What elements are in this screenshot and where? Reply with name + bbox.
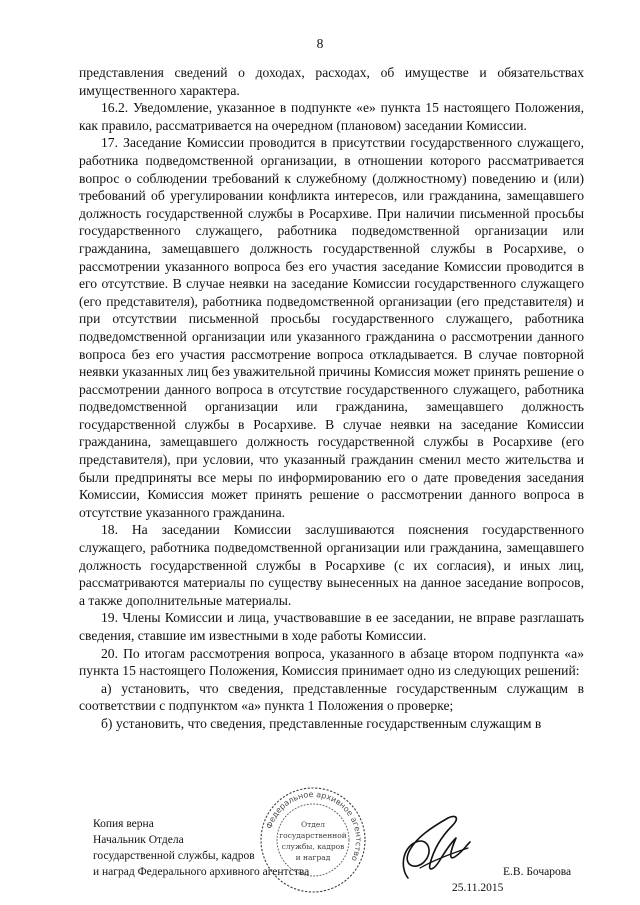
stamp-line-4: и наград xyxy=(295,853,331,862)
paragraph-18: 18. На заседании Комиссии заслушиваются пояснения государственного служащего, работника подведомственной организации или гражданина, замещавшего должность государственной службы в Росархиве (с их согласия), и иных лиц, рассматриваются материалы по существу вынесенных на данное заседание вопросов, а также дополнительные материалы. xyxy=(79,522,584,608)
position-line-2: государственной службы, кадров xyxy=(93,850,255,862)
paragraph-20-b: б) установить, что сведения, представленные государственным служащим в xyxy=(101,715,542,731)
stamp-ring-text: Федеральное архивное агентство xyxy=(264,789,364,863)
paragraph-16-2: 16.2. Уведомление, указанное в подпункте «е» пункта 15 настоящего Положения, как правило, рассматривается на очередном (плановом) заседании Комиссии. xyxy=(79,100,584,133)
certification-date: 25.11.2015 xyxy=(452,882,504,894)
page-number: 8 xyxy=(316,36,324,51)
handwritten-signature xyxy=(390,808,480,888)
paragraph-continuation: представления сведений о доходах, расходах, об имуществе и обязательствах имущественного характера. xyxy=(79,65,584,98)
stamp-line-2: государственной xyxy=(279,831,347,840)
paragraph-17: 17. Заседание Комиссии проводится в присутствии государственного служащего, работника подведомственной организации, в отношении которого рассматривается вопрос о соблюдении требований к служебному (должностному) поведению и (или) требований об урегулировании конфликта интересов, или гражданина, замещавшего должность государственной службы в Росархиве. При наличии письменной просьбы государственного служащего, работника подведомственной организации или гражданина, замещавшего должность государственной службы в Росархиве, о рассмотрении указанного вопроса без его участия заседание Комиссии проводится в его отсутствие. В случае неявки на заседание Комиссии государственного служащего (его представителя), работника подведомственной организации (его представителя) и при отсутствии письменной просьбы государственного служащего, работника подведомственной организации или указанного гражданина о рассмотрении данного вопроса без его участия рассмотрение вопроса откладывается. В случае повторной неявки указанных лиц без уважительной причины Комиссия может принять решение о рассмотрении данного вопроса в отсутствие государственного служащего, работника подведомственной организации или гражданина, замещавшего должность государственной службы в Росархиве. В случае неявки на заседание Комиссии гражданина, замещавшего должность государственной службы в Росархиве (его представителя), при условии, что указанный гражданин сменил место жительства и были предприняты все меры по информированию его о дате проведения заседания Комиссии, Комиссия может принять решение о рассмотрении данного вопроса в отсутствие указанного гражданина. xyxy=(79,135,584,520)
paragraph-19: 19. Члены Комиссии и лица, участвовавшие в ее заседании, не вправе разглашать сведения, ставшие им известными в ходе работы Комиссии. xyxy=(79,610,584,643)
copy-label: Копия верна xyxy=(93,818,154,830)
official-stamp xyxy=(258,785,368,895)
position-line-3: и наград Федерального архивного агентства xyxy=(93,866,310,878)
document-body xyxy=(79,64,584,733)
stamp-line-3: службы, кадров xyxy=(281,842,345,851)
stamp-line-1: Отдел xyxy=(300,820,326,829)
paragraph-20: 20. По итогам рассмотрения вопроса, указанного в абзаце втором подпункта «а» пункта 15 настоящего Положения, Комиссия принимает одно из следующих решений: xyxy=(79,645,584,679)
signatory-name: Е.В. Бочарова xyxy=(503,866,572,878)
position-line-1: Начальник Отдела xyxy=(93,834,184,846)
paragraph-20-a: а) установить, что сведения, представленные государственным служащим в соответствии с подпунктом «а» пункта 1 Положения о проверке; xyxy=(79,680,584,714)
